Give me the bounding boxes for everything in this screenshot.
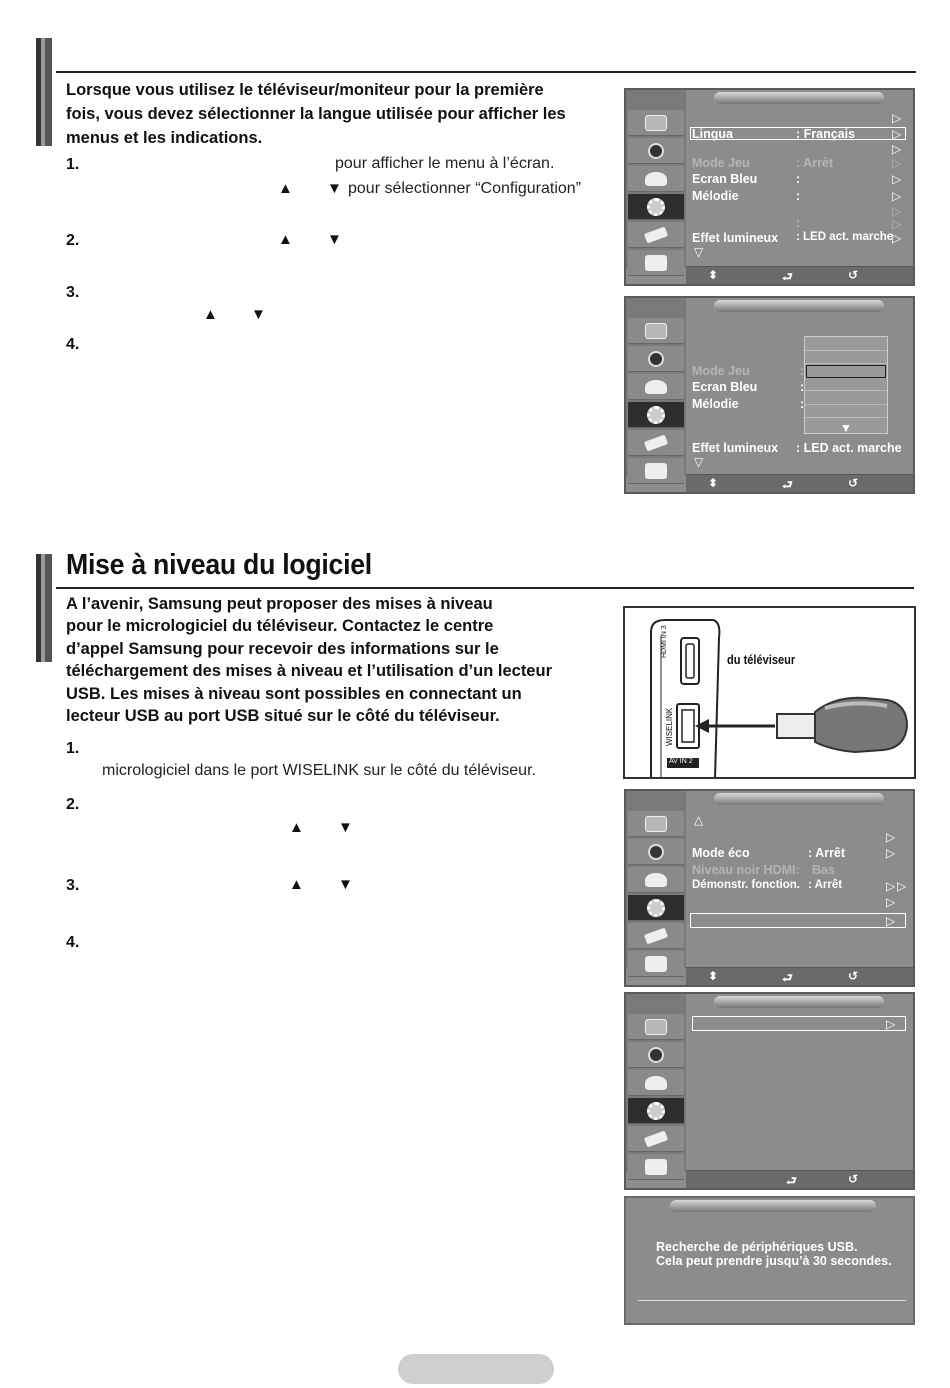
- menu-item-melodie[interactable]: Mélodie: [692, 189, 739, 203]
- setup-gear-icon[interactable]: [628, 1098, 684, 1124]
- hdmi-label: HDMI IN 3: [661, 625, 668, 658]
- section2-rule: [56, 587, 914, 589]
- selection-highlight[interactable]: [692, 1016, 906, 1031]
- chevron-right-icon: ▷: [892, 156, 902, 170]
- channel-icon: [628, 374, 684, 400]
- section1-intro: [66, 78, 616, 150]
- menu-item-effet-lumineux[interactable]: Effet lumineux: [692, 231, 779, 245]
- chevron-right-icon: ▷: [892, 231, 902, 245]
- osd-footer: [686, 1170, 913, 1188]
- usb-search-dialog: [624, 1196, 915, 1325]
- step-1-number: 1.: [66, 156, 80, 173]
- menu-value-melodie: :: [800, 397, 805, 411]
- application-icon: [628, 1154, 684, 1180]
- intro-line: lecteur USB au port USB situé sur le côté du téléviseur.: [66, 707, 500, 726]
- setup-gear-icon[interactable]: [628, 402, 684, 428]
- menu-value-ecran-bleu: :: [800, 380, 805, 394]
- osd-footer: [686, 266, 913, 284]
- section2-intro: [66, 593, 611, 727]
- down-arrow-icon: ▼: [338, 876, 353, 893]
- menu-item-mode-jeu[interactable]: Mode Jeu: [692, 156, 750, 170]
- step-1-text: micrologiciel dans le port WISELINK sur le côté du téléviseur.: [102, 762, 536, 779]
- scroll-down-icon: ▽: [694, 455, 704, 469]
- step-4-number: 4.: [66, 336, 80, 353]
- step-3-number: 3.: [66, 284, 80, 301]
- step-2-number: 2.: [66, 796, 80, 813]
- up-arrow-icon: ▲: [278, 180, 293, 197]
- progress-track: [638, 1300, 906, 1301]
- intro-line: fois, vous devez sélectionner la langue utilisée pour afficher les: [66, 105, 566, 123]
- chevron-right-icon: ▷: [897, 879, 907, 893]
- menu-value-colon: :: [796, 216, 801, 230]
- up-arrow-icon: ▲: [289, 876, 304, 893]
- osd-footer: [686, 474, 913, 492]
- setup-gear-icon[interactable]: [628, 194, 684, 220]
- sound-icon: [628, 1042, 684, 1068]
- return-icon: ↺: [848, 1172, 859, 1186]
- menu-item-mode-jeu[interactable]: Mode Jeu: [692, 364, 750, 378]
- move-icon: ⬍: [708, 268, 719, 282]
- osd-title-tab: [714, 92, 884, 104]
- intro-line: USB. Les mises à niveau sont possibles en connectant un: [66, 684, 522, 703]
- chevron-right-icon: ▷: [886, 830, 896, 844]
- input-icon: [628, 1126, 684, 1152]
- menu-value-ecran-bleu: :: [796, 172, 801, 186]
- down-arrow-icon: ▼: [327, 180, 342, 197]
- menu-item-ecran-bleu[interactable]: Ecran Bleu: [692, 380, 758, 394]
- chevron-right-icon: ▷: [886, 895, 896, 909]
- section1-rule: [56, 71, 916, 73]
- enter-icon: ⮐: [782, 971, 793, 985]
- input-icon: [628, 923, 684, 949]
- chevron-right-icon: ▷: [886, 879, 896, 893]
- menu-item-ecran-bleu[interactable]: Ecran Bleu: [692, 172, 758, 186]
- step-2-number: 2.: [66, 232, 80, 249]
- usb-illustration: [625, 608, 914, 777]
- osd-menu-setup-3: [624, 789, 915, 987]
- chevron-right-icon: ▷: [892, 127, 902, 141]
- search-message-line-1: Recherche de périphériques USB.: [656, 1240, 858, 1254]
- section2-sidebar-bar: [36, 554, 52, 662]
- enter-icon: ⮐: [782, 270, 793, 284]
- step-1-number: 1.: [66, 740, 80, 757]
- dropdown-selection[interactable]: [806, 365, 886, 378]
- osd-icon-column: [626, 994, 686, 1172]
- picture-icon: [628, 110, 684, 136]
- chevron-right-icon: ▷: [892, 111, 902, 125]
- osd-footer: [686, 967, 913, 985]
- osd-icon-column: [626, 90, 686, 268]
- menu-item-mode-eco[interactable]: Mode éco: [692, 846, 750, 860]
- input-icon: [628, 222, 684, 248]
- move-icon: ⬍: [708, 969, 719, 983]
- enter-icon: ⮐: [786, 1174, 797, 1188]
- picture-icon: [628, 318, 684, 344]
- menu-item-lingua[interactable]: Lingua: [692, 127, 733, 141]
- chevron-right-icon: ▷: [886, 846, 896, 860]
- chevron-right-icon: ▷: [892, 217, 902, 231]
- intro-line: téléchargement des mises à niveau et l’utilisation d’un lecteur: [66, 662, 552, 681]
- application-icon: [628, 250, 684, 276]
- osd-menu-setup-2: [624, 296, 915, 494]
- av-label: AV IN 2: [669, 758, 693, 765]
- section-title: Mise à niveau du logiciel: [66, 549, 372, 581]
- return-icon: ↺: [848, 476, 859, 490]
- intro-line: Lorsque vous utilisez le téléviseur/moniteur pour la première: [66, 81, 544, 99]
- channel-icon: [628, 1070, 684, 1096]
- channel-icon: [628, 867, 684, 893]
- application-icon: [628, 951, 684, 977]
- chevron-right-icon: ▷: [892, 142, 902, 156]
- osd-icon-column: [626, 298, 686, 476]
- menu-value-melodie: :: [796, 189, 801, 203]
- move-icon: ⬍: [708, 476, 719, 490]
- chevron-right-icon: ▷: [892, 172, 902, 186]
- step-1-text-2: pour sélectionner “Configuration”: [348, 180, 582, 197]
- up-arrow-icon: ▲: [289, 819, 304, 836]
- scroll-down-icon: ▽: [694, 245, 704, 259]
- application-icon: [628, 458, 684, 484]
- step-4-number: 4.: [66, 934, 80, 951]
- menu-value-mode-jeu: :: [800, 364, 805, 378]
- up-arrow-icon: ▲: [278, 231, 293, 248]
- osd-menu-setup-1: [624, 88, 915, 286]
- selection-highlight[interactable]: [690, 913, 906, 928]
- enter-icon: ⮐: [782, 478, 793, 492]
- search-message-line-2: Cela peut prendre jusqu’à 30 secondes.: [656, 1254, 892, 1268]
- intro-line: pour le micrologiciel du téléviseur. Contactez le centre: [66, 617, 494, 636]
- usb-connection-figure: [623, 606, 916, 779]
- osd-menu-software-upgrade: [624, 992, 915, 1190]
- return-icon: ↺: [848, 268, 859, 282]
- scroll-up-icon: △: [694, 813, 704, 827]
- picture-icon: [628, 811, 684, 837]
- menu-value-lingua: : Français: [796, 127, 856, 141]
- menu-value-mode-jeu: : Arrêt: [796, 156, 834, 170]
- dropdown-down-icon: ▼: [840, 421, 852, 435]
- step-3-number: 3.: [66, 877, 80, 894]
- sound-icon: [628, 138, 684, 164]
- menu-item-melodie[interactable]: Mélodie: [692, 397, 739, 411]
- channel-icon: [628, 166, 684, 192]
- wiselink-label: WISELINK: [665, 707, 674, 746]
- chevron-right-icon: ▷: [892, 204, 902, 218]
- menu-value-demonstr-fonction: : Arrêt: [808, 879, 843, 891]
- down-arrow-icon: ▼: [251, 306, 266, 323]
- dialog-title-tab: [670, 1200, 876, 1212]
- language-dropdown[interactable]: [804, 336, 888, 434]
- chevron-right-icon: ▷: [892, 189, 902, 203]
- osd-title-tab: [714, 300, 884, 312]
- page-number-pill: [398, 1354, 554, 1384]
- input-icon: [628, 430, 684, 456]
- setup-gear-icon[interactable]: [628, 895, 684, 921]
- figure-caption: du téléviseur: [727, 652, 796, 667]
- menu-item-niveau-noir-hdmi[interactable]: Niveau noir HDMI:: [692, 863, 800, 877]
- picture-icon: [628, 1014, 684, 1040]
- intro-line: menus et les indications.: [66, 129, 263, 147]
- intro-line: d’appel Samsung pour recevoir des informations sur le: [66, 639, 499, 658]
- chevron-right-icon: ▷: [886, 914, 896, 928]
- up-arrow-icon: ▲: [203, 306, 218, 323]
- menu-value-niveau-noir-hdmi: Bas: [812, 863, 835, 877]
- menu-value-mode-eco: : Arrêt: [808, 846, 846, 860]
- osd-title-tab: [714, 996, 884, 1008]
- menu-item-effet-lumineux[interactable]: Effet lumineux: [692, 441, 779, 455]
- osd-title-tab: [714, 793, 884, 805]
- chevron-right-icon: ▷: [886, 1017, 896, 1031]
- menu-value-effet-lumineux: : LED act. marche: [796, 231, 894, 243]
- menu-item-demonstr-fonction[interactable]: Démonstr. fonction.: [692, 879, 800, 891]
- down-arrow-icon: ▼: [327, 231, 342, 248]
- down-arrow-icon: ▼: [338, 819, 353, 836]
- osd-icon-column: [626, 791, 686, 969]
- sound-icon: [628, 346, 684, 372]
- menu-value-effet-lumineux: : LED act. marche: [796, 441, 902, 455]
- sound-icon: [628, 839, 684, 865]
- intro-line: A l’avenir, Samsung peut proposer des mises à niveau: [66, 595, 493, 613]
- section1-sidebar-bar: [36, 38, 52, 146]
- step-1-text: pour afficher le menu à l’écran.: [335, 155, 555, 172]
- return-icon: ↺: [848, 969, 859, 983]
